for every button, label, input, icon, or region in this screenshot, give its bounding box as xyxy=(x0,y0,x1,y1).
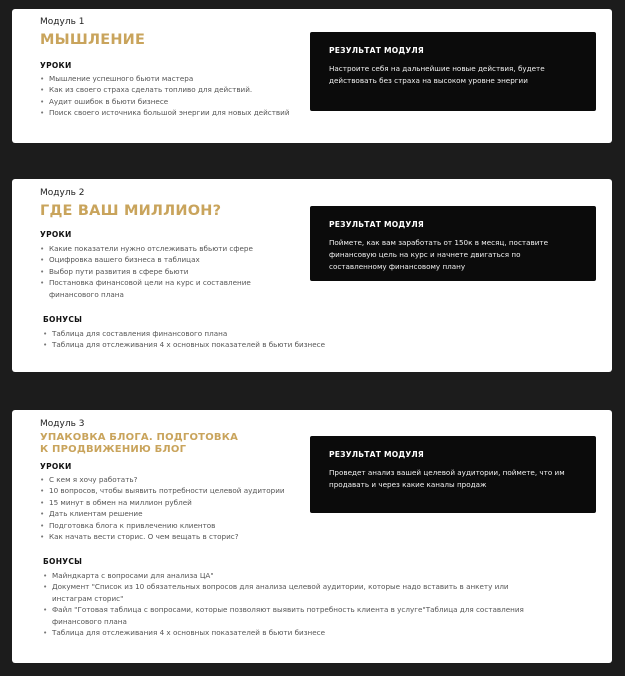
module-result-box xyxy=(310,436,596,513)
list-item: • Как из своего страха сделать топливо для действий. xyxy=(40,84,310,95)
bonuses-list xyxy=(43,570,533,638)
result-text: Поймете, как вам заработать от 150к в месяц, поставите финансовую цель на курс и начнете двигаться по составленному финансовому плану xyxy=(329,238,549,271)
list-item: • Выбор пути развития в сфере бьюти xyxy=(40,266,280,277)
list-item: • Дать клиентам решение xyxy=(40,508,310,519)
module-title-line: К ПРОДВИЖЕНИЮ БЛОГ xyxy=(40,443,187,455)
result-header: РЕЗУЛЬТАТ МОДУЛЯ xyxy=(329,220,424,229)
bonuses-list xyxy=(43,328,383,351)
module-card-1 xyxy=(12,9,612,143)
lessons-list xyxy=(40,73,310,119)
list-item: • Поиск своего источника большой энергии для новых действий xyxy=(40,107,310,118)
list-item: • С кем я хочу работать? xyxy=(40,474,310,485)
list-item: • Постановка финансовой цели на курс и составление финансового плана xyxy=(40,277,280,300)
list-item: • Как начать вести сторис. О чем вещать в сторис? xyxy=(40,531,310,542)
module-title: ГДЕ ВАШ МИЛЛИОН? xyxy=(40,203,222,219)
lessons-header: УРОКИ xyxy=(40,61,72,70)
list-item: • Документ "Список из 10 обязательных вопросов для анализа целевой аудитории, которые надо вставить в анкету или инстаграм сторис" xyxy=(43,581,533,604)
lessons-list xyxy=(40,474,310,542)
module-number: Модуль 3 xyxy=(40,419,85,429)
module-title: МЫШЛЕНИЕ xyxy=(40,32,146,48)
result-text: Проведет анализ вашей целевой аудитории, поймете, что им продавать и через какие каналы продаж xyxy=(329,468,565,489)
module-result-box xyxy=(310,32,596,111)
module-card-2 xyxy=(12,179,612,372)
result-header: РЕЗУЛЬТАТ МОДУЛЯ xyxy=(329,450,424,459)
module-title xyxy=(40,432,238,455)
list-item: • Майндкарта с вопросами для анализа ЦА" xyxy=(43,570,533,581)
bonuses-header: БОНУСЫ xyxy=(43,315,83,324)
module-title-line: УПАКОВКА БЛОГА. ПОДГОТОВКА xyxy=(40,432,239,443)
list-item: • 10 вопросов, чтобы выявить потребности целевой аудитории xyxy=(40,485,310,496)
list-item: • Таблица для составления финансового плана xyxy=(43,328,383,339)
lessons-list xyxy=(40,243,280,300)
list-item: • Таблица для отслеживания 4 х основных показателей в бьюти бизнесе xyxy=(43,627,533,638)
module-result-box xyxy=(310,206,596,281)
lessons-header: УРОКИ xyxy=(40,462,72,471)
list-item: • Аудит ошибок в бьюти бизнесе xyxy=(40,96,310,107)
module-card-3 xyxy=(12,410,612,663)
module-number: Модуль 2 xyxy=(40,188,85,198)
list-item: • Подготовка блога к привлечению клиентов xyxy=(40,520,310,531)
list-item: • Файл "Готовая таблица с вопросами, которые позволяют выявить потребность клиента в услуге"Таблица для составления финансового плана xyxy=(43,604,533,627)
list-item: • Мышление успешного бьюти мастера xyxy=(40,73,310,84)
list-item: • 15 минут в обмен на миллион рублей xyxy=(40,497,310,508)
module-number: Модуль 1 xyxy=(40,17,85,27)
list-item: • Таблица для отслеживания 4 х основных показателей в бьюти бизнесе xyxy=(43,339,383,350)
list-item: • Оцифровка вашего бизнеса в таблицах xyxy=(40,254,280,265)
list-item: • Какие показатели нужно отслеживать вбьюти сфере xyxy=(40,243,280,254)
result-text: Настроите себя на дальнейшие новые действия, будете действовать без страха на высоком уровне энергии xyxy=(329,64,545,85)
bonuses-header: БОНУСЫ xyxy=(43,557,83,566)
result-header: РЕЗУЛЬТАТ МОДУЛЯ xyxy=(329,46,424,55)
lessons-header: УРОКИ xyxy=(40,230,72,239)
